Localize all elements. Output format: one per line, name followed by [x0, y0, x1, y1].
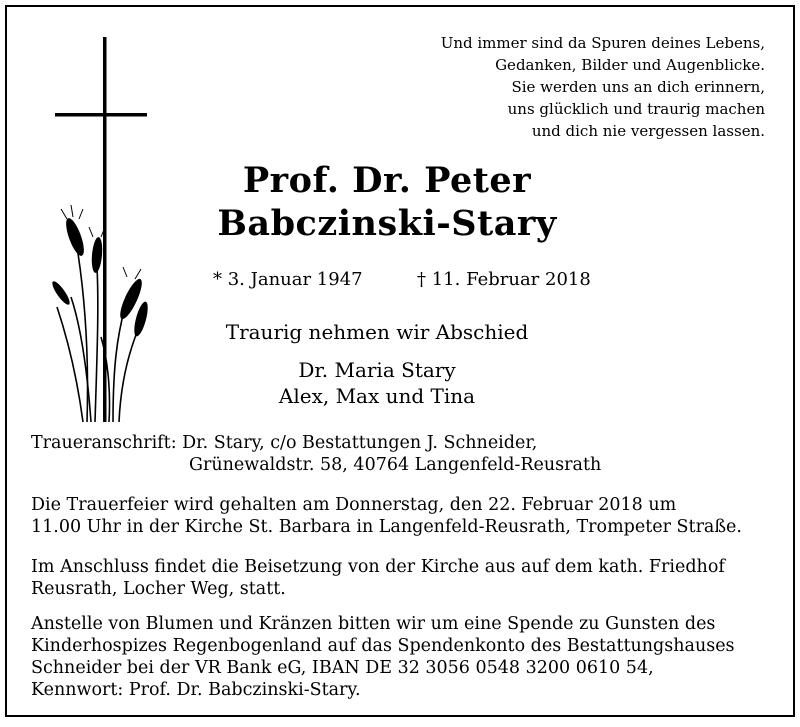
quote-line: uns glücklich und traurig machen	[507, 100, 765, 118]
death-date: † 11. Februar 2018	[417, 269, 591, 290]
life-dates	[213, 269, 591, 291]
address-line-1: Traueranschrift: Dr. Stary, c/o Bestattungen J. Schneider,	[31, 433, 538, 453]
farewell-line: Traurig nehmen wir Abschied	[225, 320, 529, 344]
paragraph-line: Die Trauerfeier wird gehalten am Donnerstag, den 22. Februar 2018 um	[31, 495, 677, 515]
burial-paragraph	[31, 556, 725, 600]
name-line-2: Babczinski-Stary	[217, 203, 557, 244]
birth-date: * 3. Januar 1947	[213, 269, 363, 290]
mourning-address	[31, 432, 601, 476]
quote-line: und dich nie vergessen lassen.	[531, 122, 765, 140]
donation-paragraph	[31, 613, 735, 701]
paragraph-line: Schneider bei der VR Bank eG, IBAN DE 32 3056 0548 3200 0610 54,	[31, 658, 654, 678]
cross-with-wheat-icon	[47, 37, 157, 427]
quote-line: Und immer sind da Spuren deines Lebens,	[440, 34, 765, 52]
name-line-1: Prof. Dr. Peter	[242, 160, 532, 201]
paragraph-line: Anstelle von Blumen und Kränzen bitten wir um eine Spende zu Gunsten des	[31, 614, 716, 634]
paragraph-line: Reusrath, Locher Weg, statt.	[31, 579, 286, 599]
paragraph-line: Kennwort: Prof. Dr. Babczinski-Stary.	[31, 680, 361, 700]
paragraph-line: Kinderhospizes Regenbogenland auf das Spendenkonto des Bestattungshauses	[31, 636, 735, 656]
quote-line: Gedanken, Bilder und Augenblicke.	[495, 56, 765, 74]
address-line-2: Grünewaldstr. 58, 40764 Langenfeld-Reusrath	[189, 455, 602, 475]
memorial-quote	[441, 32, 765, 142]
mourner-line: Dr. Maria Stary	[298, 358, 456, 382]
deceased-name	[177, 159, 597, 245]
obituary-notice	[5, 5, 795, 717]
quote-line: Sie werden uns an dich erinnern,	[511, 78, 765, 96]
paragraph-line: 11.00 Uhr in der Kirche St. Barbara in Langenfeld-Reusrath, Trompeter Straße.	[31, 517, 742, 537]
mourners	[177, 357, 577, 409]
ceremony-paragraph	[31, 494, 742, 538]
mourner-line: Alex, Max und Tina	[278, 384, 476, 408]
paragraph-line: Im Anschluss findet die Beisetzung von der Kirche aus auf dem kath. Friedhof	[31, 557, 725, 577]
